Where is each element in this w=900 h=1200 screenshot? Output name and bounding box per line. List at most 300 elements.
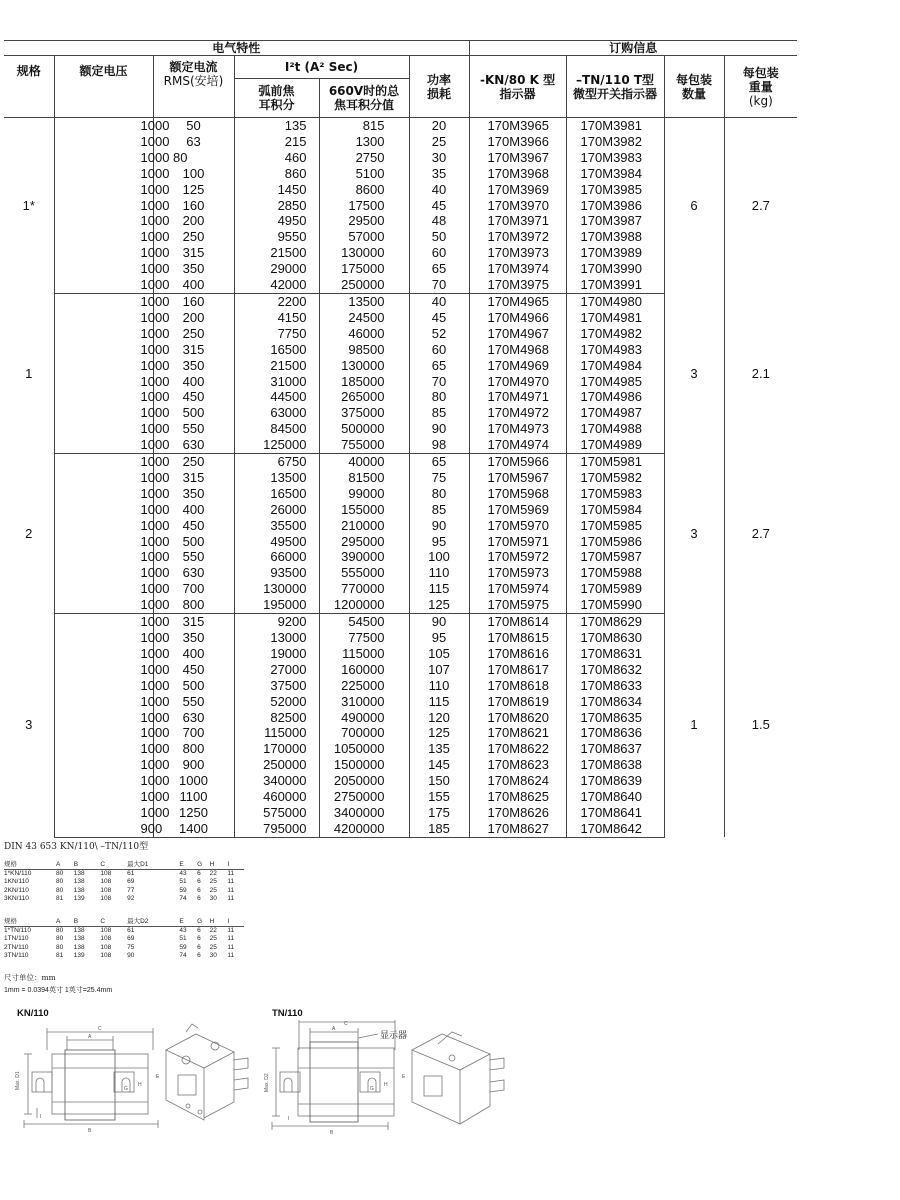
power-loss-cell: 125 [409,597,469,613]
prearc-i2t-cell: 31000 [234,374,319,390]
tn-part-number-cell: 170M3983 [566,150,664,166]
dim-cell: 59 [179,943,187,951]
prearc-i2t-cell: 170000 [234,741,319,757]
dim-header-cell: G [197,918,209,927]
dim-cell: 74 [179,894,187,902]
total-i2t-cell: 2750 [319,150,409,166]
dim-cell: 80 [56,943,64,951]
pack-weight-cell: 1.5 [751,717,770,733]
rated-current-cell: 450 [153,389,234,405]
pack-header-line1: 每包装 [676,72,713,87]
kn-part-number-cell: 170M5971 [469,534,566,550]
rated-current-cell: 200 [153,213,234,229]
dim-cell: 80 [56,886,64,894]
power-loss-cell: 45 [409,198,469,214]
rated-current-cell: 700 [153,581,234,597]
total-i2t-cell: 555000 [319,565,409,581]
power-loss-line1: 功率 [427,72,452,87]
rated-current-cell: 700 [153,725,234,741]
power-loss-cell: 80 [409,389,469,405]
tn-part-number-cell: 170M3991 [566,277,664,293]
prearc-i2t-cell: 795000 [234,821,319,837]
pack-weight-header [724,56,797,118]
table-row [4,293,797,309]
rated-current-cell: 1100 [153,789,234,805]
dim-header-cell: C [100,861,127,870]
dim-cell: 11 [227,927,235,935]
weight-header-line1: 每包装 [742,65,779,80]
total-i2t-cell: 815 [319,118,409,134]
power-loss-cell: 30 [409,150,469,166]
total-i2t-cell: 250000 [319,277,409,293]
dim-cell: 43 [179,870,187,878]
total-i2t-cell: 185000 [319,374,409,390]
voltage-header: 额定电压 [54,56,153,118]
dim-row [4,870,244,879]
tn-part-number-cell: 170M3987 [566,213,664,229]
dim-cell: 6 [197,870,201,878]
tn-dim-d2-label: Max. D2 [264,1073,270,1092]
kn-part-number-cell: 170M8626 [469,805,566,821]
dim-cell: 61 [127,870,135,878]
prearc-i2t-cell: 21500 [234,358,319,374]
total-i2t-cell: 700000 [319,725,409,741]
dim-cell: 2KN/110 [4,886,29,894]
i2t-header: I²t (A² Sec) [234,56,409,79]
power-loss-cell: 80 [409,486,469,502]
rated-voltage-cell: 1000 [54,245,153,261]
tn-part-number-cell: 170M3985 [566,182,664,198]
rated-current-cell: 1000 [153,773,234,789]
dim-cell: 22 [209,870,217,878]
rated-voltage-cell: 1000 [54,773,153,789]
dim-cell: 51 [179,878,187,886]
power-loss-cell: 70 [409,374,469,390]
total-i2t-cell: 24500 [319,310,409,326]
prearc-i2t-cell: 13000 [234,630,319,646]
prearc-i2t-cell: 16500 [234,342,319,358]
prearc-i2t-cell: 115000 [234,725,319,741]
ordering-info-header: 订购信息 [469,41,797,56]
kn-part-number-cell: 170M8620 [469,710,566,726]
prearc-i2t-cell: 460000 [234,789,319,805]
prearc-i2t-cell: 42000 [234,277,319,293]
tn-part-number-cell: 170M5982 [566,470,664,486]
kn-part-number-cell: 170M5972 [469,549,566,565]
dim-cell: 11 [227,951,235,959]
total-i2t-line2: 焦耳积分值 [333,98,394,112]
rated-current-cell: 315 [153,470,234,486]
pack-quantity-cell: 1 [664,614,724,838]
kn-part-number-cell: 170M4970 [469,374,566,390]
total-i2t-cell: 17500 [319,198,409,214]
dim-header-cell: 最大D1 [127,861,179,870]
pack-header-line2: 数量 [682,86,707,101]
dim-cell: 108 [100,927,112,935]
rated-voltage-cell: 1000 [54,646,153,662]
size-header: 规格 [4,56,54,118]
rated-voltage-cell: 1000 [54,310,153,326]
prearc-i2t-cell: 37500 [234,678,319,694]
kn-drawing-title: KN/110 [17,1008,49,1019]
dim-cell: 30 [209,894,217,902]
power-loss-cell: 120 [409,710,469,726]
standard-note: DIN 43 653 KN/110\ –TN/110型 [4,842,149,852]
power-loss-cell: 25 [409,134,469,150]
conversion-note: 1mm = 0.0394英寸 1英寸=25.4mm [4,987,113,994]
prearc-i2t-cell: 21500 [234,245,319,261]
total-i2t-header [319,79,409,118]
rated-voltage-cell: 1000 [54,597,153,613]
rated-current-cell: 400 [153,646,234,662]
total-i2t-cell: 98500 [319,342,409,358]
rated-voltage-cell: 1000 [54,518,153,534]
total-i2t-cell: 1300 [319,134,409,150]
dim-cell: 22 [209,927,217,935]
tn-part-number-cell: 170M8637 [566,741,664,757]
prearc-i2t-cell: 9200 [234,614,319,630]
rated-voltage-cell: 1000 [54,549,153,565]
kn-part-number-cell: 170M8617 [469,662,566,678]
dim-cell: 108 [100,894,112,902]
total-i2t-cell: 46000 [319,326,409,342]
dim-cell: 6 [197,894,201,902]
tn-part-number-cell: 170M5981 [566,454,664,470]
total-i2t-cell: 8600 [319,182,409,198]
rated-voltage-cell: 1000 [54,614,153,630]
rated-voltage-cell: 1000 [54,486,153,502]
tn-part-number-cell: 170M8632 [566,662,664,678]
prearc-i2t-cell: 49500 [234,534,319,550]
pack-quantity-cell: 6 [664,118,724,294]
dim-cell: 108 [100,878,112,886]
kn-part-number-cell: 170M8618 [469,678,566,694]
power-loss-cell: 45 [409,310,469,326]
total-i2t-cell: 2050000 [319,773,409,789]
rated-voltage-cell: 1000 [54,261,153,277]
kn-part-number-cell: 170M8627 [469,821,566,837]
rated-voltage-cell: 1000 [54,805,153,821]
dim-header-cell: B [74,918,101,927]
total-i2t-cell: 155000 [319,502,409,518]
tn-dim-h-label: H [384,1082,388,1088]
dim-cell: 1*KN/110 [4,870,32,878]
dim-cell: 80 [56,935,64,943]
kn-part-number-cell: 170M3972 [469,229,566,245]
dim-header-cell: G [197,861,209,870]
fuse-spec-table [4,40,797,838]
kn-part-number-cell: 170M8619 [469,694,566,710]
power-loss-cell: 60 [409,342,469,358]
kn-part-number-cell: 170M3966 [469,134,566,150]
dim-cell: 75 [127,943,135,951]
kn-part-number-cell: 170M5966 [469,454,566,470]
tn-part-number-cell: 170M5987 [566,549,664,565]
dim-cell: 6 [197,927,201,935]
power-loss-cell: 175 [409,805,469,821]
dim-cell: 11 [227,870,235,878]
rated-voltage-cell: 1000 [54,678,153,694]
total-i2t-cell: 57000 [319,229,409,245]
prearc-i2t-cell: 215 [234,134,319,150]
dim-row [4,944,244,952]
dim-cell: 61 [127,927,135,935]
power-loss-cell: 85 [409,405,469,421]
tn-dim-b-label: B [330,1130,334,1136]
rated-voltage-cell: 1000 [54,437,153,453]
total-i2t-cell: 2750000 [319,789,409,805]
dim-cell: 108 [100,886,112,894]
power-loss-cell: 115 [409,581,469,597]
kn-part-number-cell: 170M5967 [469,470,566,486]
dim-header-cell: A [56,861,74,870]
kn-part-number-cell: 170M4969 [469,358,566,374]
power-loss-cell: 48 [409,213,469,229]
tn-part-number-cell: 170M3989 [566,245,664,261]
kn-part-number-cell: 170M4973 [469,421,566,437]
total-i2t-cell: 390000 [319,549,409,565]
dim-row [4,927,244,936]
dim-cell: 25 [209,886,217,894]
kn-part-number-cell: 170M4968 [469,342,566,358]
dim-cell: 11 [227,943,235,951]
tn-header-line1: –TN/110 T型 [576,72,655,87]
power-loss-cell: 145 [409,757,469,773]
power-loss-cell: 65 [409,454,469,470]
dim-header-cell: I [227,918,244,927]
tn-part-number-cell: 170M4987 [566,405,664,421]
tn-dim-c-label: C [344,1021,348,1027]
dim-cell: 11 [227,894,235,902]
power-loss-line2: 损耗 [427,86,452,101]
power-loss-cell: 40 [409,182,469,198]
total-i2t-cell: 130000 [319,245,409,261]
dim-cell: 2TN/110 [4,943,29,951]
tn-part-number-cell: 170M5988 [566,565,664,581]
power-loss-cell: 107 [409,662,469,678]
total-i2t-cell: 81500 [319,470,409,486]
dim-cell: 3TN/110 [4,951,29,959]
tn-part-number-cell: 170M4981 [566,310,664,326]
rated-current-cell: 315 [153,614,234,630]
rated-voltage-cell: 1000 [54,293,153,309]
size-cell: 3 [4,614,54,838]
kn-dim-b-label: B [88,1128,92,1134]
kn-part-number-cell: 170M8622 [469,741,566,757]
tn-part-number-cell: 170M8630 [566,630,664,646]
prearc-i2t-cell: 4950 [234,213,319,229]
prearc-i2t-cell: 52000 [234,694,319,710]
kn-part-number-cell: 170M5968 [469,486,566,502]
kn-part-number-cell: 170M3974 [469,261,566,277]
power-loss-cell: 95 [409,630,469,646]
power-loss-cell: 65 [409,358,469,374]
rated-current-cell: 160 [153,198,234,214]
power-loss-cell: 155 [409,789,469,805]
tn-part-number-cell: 170M5983 [566,486,664,502]
pack-weight-cell: 2.7 [751,525,770,541]
tn-dim-a-label: A [332,1026,336,1032]
rated-voltage-cell: 1000 [54,710,153,726]
prearc-i2t-cell: 860 [234,166,319,182]
prearc-i2t-cell: 44500 [234,389,319,405]
total-i2t-cell: 310000 [319,694,409,710]
rated-voltage-cell: 1000 [54,358,153,374]
dim-cell: 108 [100,870,112,878]
rated-current-cell: 450 [153,518,234,534]
kn-part-number-cell: 170M3969 [469,182,566,198]
kn-part-number-cell: 170M5970 [469,518,566,534]
dim-cell: 81 [56,894,64,902]
pack-quantity-cell: 3 [664,454,724,614]
tn-part-number-cell: 170M5985 [566,518,664,534]
size-cell: 1 [4,293,54,453]
rated-current-cell: 500 [153,678,234,694]
dim-cell: 30 [209,951,217,959]
kn-dim-d1-label: Max. D1 [15,1071,21,1090]
tn-indicator-header [566,56,664,118]
power-loss-cell: 90 [409,614,469,630]
tn-part-number-cell: 170M8636 [566,725,664,741]
rated-voltage-cell: 1000 [54,342,153,358]
rated-current-cell: 315 [153,245,234,261]
power-loss-cell: 100 [409,549,469,565]
tn-part-number-cell: 170M4988 [566,421,664,437]
dim-cell: 6 [197,943,201,951]
current-header-line2: RMS(安培) [163,74,224,88]
rated-current-cell: 350 [153,358,234,374]
rated-voltage-cell: 1000 80 [54,150,153,166]
total-i2t-cell: 3400000 [319,805,409,821]
power-loss-cell: 40 [409,293,469,309]
dim-cell: 108 [100,935,112,943]
rated-voltage-cell: 1000 [54,502,153,518]
rated-voltage-cell: 1000 [54,565,153,581]
kn-part-number-cell: 170M8621 [469,725,566,741]
tn-part-number-cell: 170M4986 [566,389,664,405]
size-cell: 2 [4,454,54,614]
rated-voltage-cell: 1000 [54,534,153,550]
kn-part-number-cell: 170M4971 [469,389,566,405]
dim-cell: 108 [100,943,112,951]
dim-header-cell: I [227,861,244,870]
weight-header-line3: (kg) [748,93,773,108]
dim-cell: 92 [127,894,135,902]
kn-part-number-cell: 170M8625 [469,789,566,805]
dim-header-cell: E [179,861,197,870]
power-loss-cell: 85 [409,502,469,518]
kn-header-line2: 指示器 [499,86,536,101]
dim-header-row [4,918,244,927]
rated-voltage-cell: 1000 [54,374,153,390]
tn-part-number-cell: 170M8633 [566,678,664,694]
prearc-line1: 弧前焦 [258,84,295,98]
dim-cell: 6 [197,886,201,894]
rated-current-cell: 500 [153,534,234,550]
total-i2t-cell: 500000 [319,421,409,437]
power-loss-cell: 70 [409,277,469,293]
size-cell: 1* [4,118,54,294]
dim-header-cell: 规格 [4,918,56,927]
rated-current-cell: 900 [153,757,234,773]
dim-cell: 138 [73,927,85,935]
kn-part-number-cell: 170M3971 [469,213,566,229]
kn-dim-i-label: I [40,1114,42,1120]
tn-part-number-cell: 170M8631 [566,646,664,662]
rated-voltage-cell: 1000 [54,581,153,597]
pack-weight-cell: 2.1 [751,365,770,381]
power-loss-cell: 90 [409,421,469,437]
power-loss-header [409,56,469,118]
power-loss-cell: 60 [409,245,469,261]
dim-header-row [4,861,244,870]
rated-voltage-cell: 1000 [54,326,153,342]
prearc-i2t-cell: 66000 [234,549,319,565]
dim-cell: 138 [73,943,85,951]
tn-part-number-cell: 170M8634 [566,694,664,710]
kn-dim-a-label: A [88,1034,92,1040]
power-loss-cell: 95 [409,534,469,550]
tn-part-number-cell: 170M4982 [566,326,664,342]
total-i2t-cell: 130000 [319,358,409,374]
tn-part-number-cell: 170M8642 [566,821,664,837]
kn-part-number-cell: 170M5969 [469,502,566,518]
rated-voltage-cell: 1000 [54,662,153,678]
tn-part-number-cell: 170M3990 [566,261,664,277]
rated-current-cell: 50 [153,118,234,134]
dim-cell: 1*TN/110 [4,927,31,935]
power-loss-cell: 52 [409,326,469,342]
dim-cell: 138 [73,935,85,943]
total-i2t-cell: 1500000 [319,757,409,773]
dim-row [4,887,244,895]
power-loss-cell: 150 [409,773,469,789]
dim-cell: 11 [227,886,235,894]
dim-header-cell: E [179,918,197,927]
total-i2t-cell: 225000 [319,678,409,694]
prearc-i2t-cell: 125000 [234,437,319,453]
rated-voltage-cell: 900 [54,821,153,837]
rated-voltage-cell: 1000 [54,198,153,214]
dim-header-cell: 规格 [4,861,56,870]
rated-voltage-cell: 1000 [54,213,153,229]
spec-table-body [4,118,797,838]
prearc-i2t-cell: 63000 [234,405,319,421]
dim-row [4,878,244,886]
prearc-i2t-cell: 27000 [234,662,319,678]
total-i2t-cell: 99000 [319,486,409,502]
dim-cell: 11 [227,935,235,943]
rated-voltage-cell: 1000 [54,757,153,773]
kn-part-number-cell: 170M4972 [469,405,566,421]
tn-part-number-cell: 170M3984 [566,166,664,182]
kn-part-number-cell: 170M8624 [469,773,566,789]
rated-current-cell: 350 [153,486,234,502]
total-i2t-cell: 755000 [319,437,409,453]
tn-fuse-drawing [262,1020,507,1140]
kn-part-number-cell: 170M3968 [469,166,566,182]
rated-voltage-cell: 1000 [54,405,153,421]
prearc-i2t-cell: 340000 [234,773,319,789]
rated-current-cell: 350 [153,261,234,277]
power-loss-cell: 35 [409,166,469,182]
table-row [4,454,797,470]
kn-part-number-cell: 170M4965 [469,293,566,309]
rated-voltage-cell: 1000 [54,470,153,486]
kn-part-number-cell: 170M8623 [469,757,566,773]
power-loss-cell: 65 [409,261,469,277]
kn-part-number-cell: 170M5974 [469,581,566,597]
